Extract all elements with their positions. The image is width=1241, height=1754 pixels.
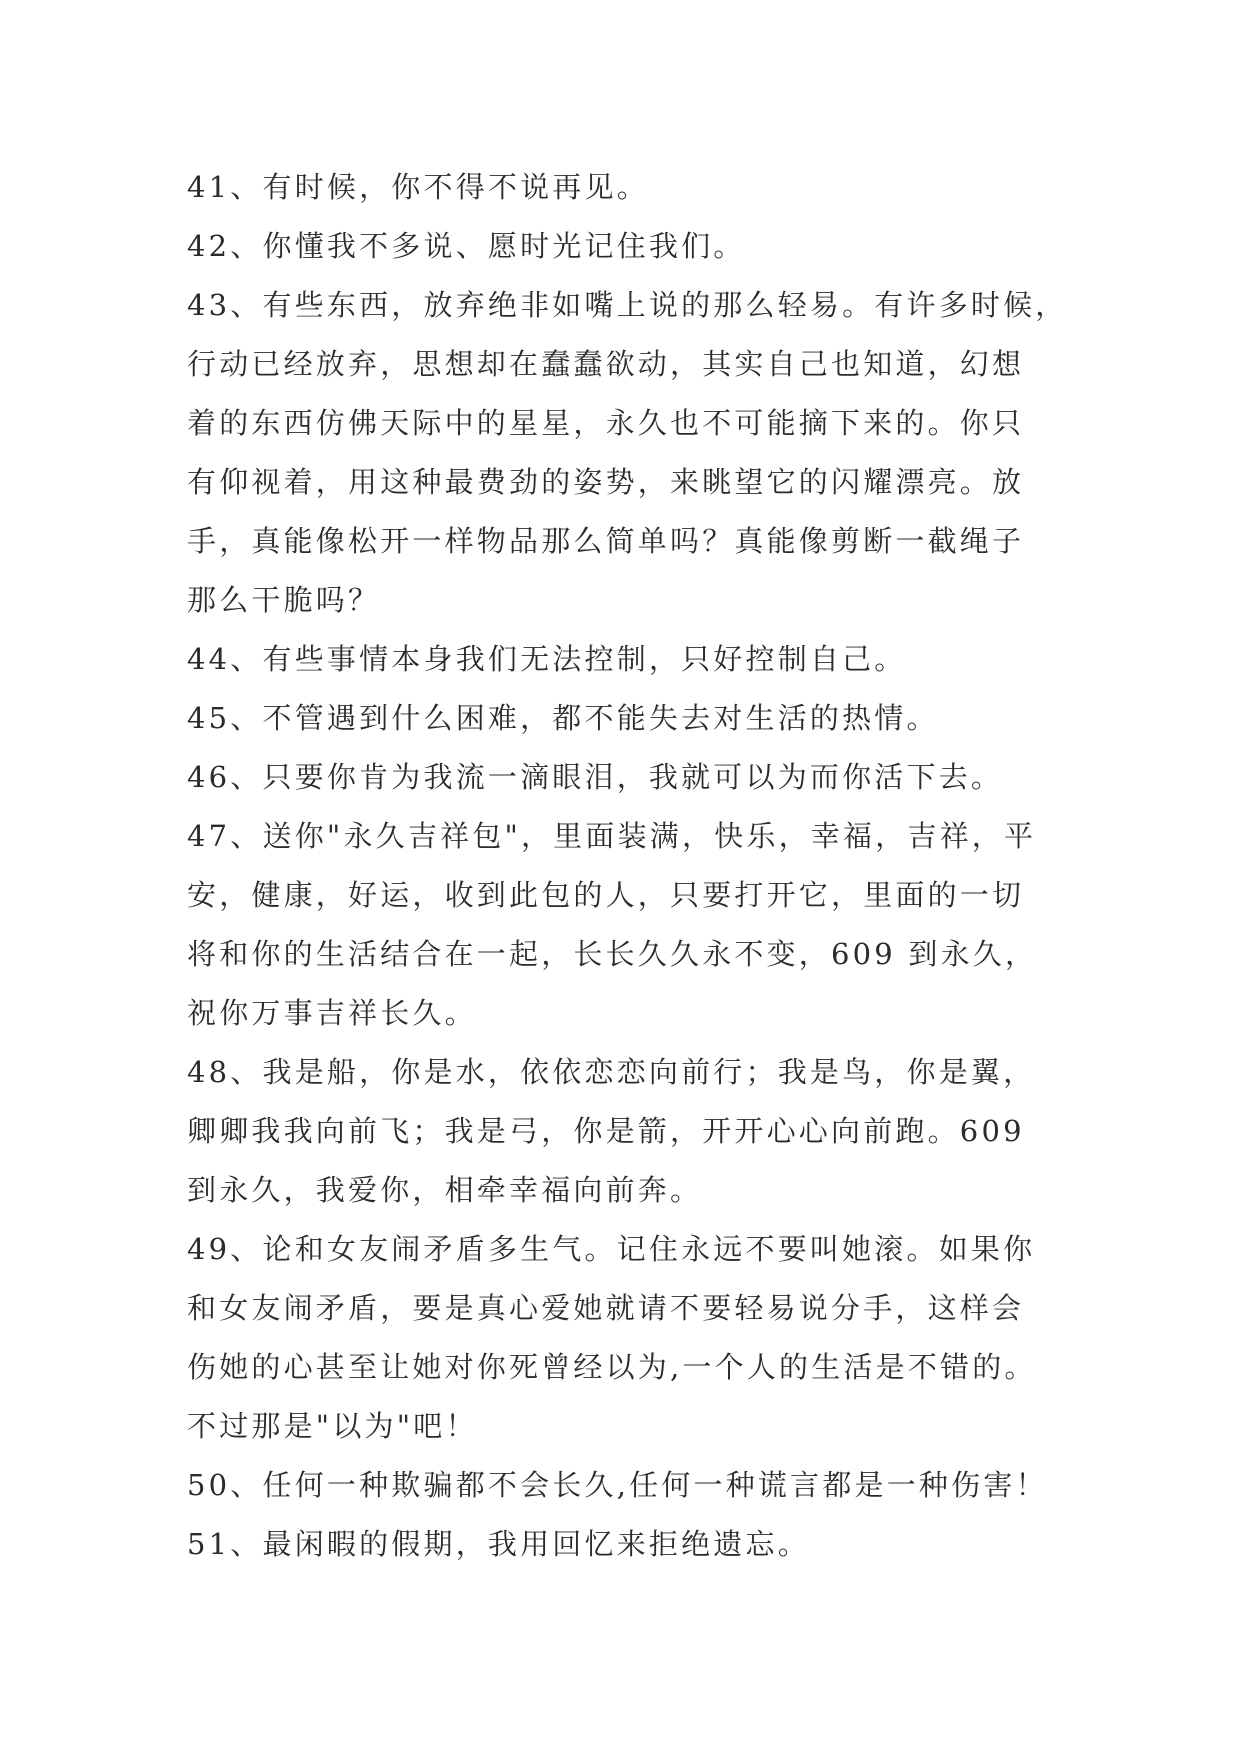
text-line: 祝你万事吉祥长久。	[187, 996, 477, 1030]
text-line: 伤她的心甚至让她对你死曾经以为,一个人的生活是不错的。	[187, 1350, 1037, 1384]
text-line: 和女友闹矛盾，要是真心爱她就请不要轻易说分手，这样会	[187, 1291, 1025, 1325]
document-body	[187, 158, 1067, 1574]
text-line: 将和你的生活结合在一起，长长久久永不变，609 到永久，	[187, 937, 1038, 971]
text-line: 44、有些事情本身我们无法控制，只好控制自己。	[187, 642, 907, 676]
text-line: 43、有些东西，放弃绝非如嘴上说的那么轻易。有许多时候，	[187, 288, 1068, 322]
text-line: 46、只要你肯为我流一滴眼泪，我就可以为而你活下去。	[187, 760, 1004, 794]
text-line: 41、有时候，你不得不说再见。	[187, 170, 649, 204]
text-line: 行动已经放弃，思想却在蠢蠢欲动，其实自己也知道，幻想	[187, 347, 1025, 381]
text-line: 48、我是船，你是水，依依恋恋向前行；我是鸟，你是翼，	[187, 1055, 1036, 1089]
text-line: 安，健康，好运，收到此包的人，只要打开它，里面的一切	[187, 878, 1025, 912]
text-line: 51、最闲暇的假期，我用回忆来拒绝遗忘。	[187, 1527, 810, 1561]
text-line: 手，真能像松开一样物品那么简单吗？真能像剪断一截绳子	[187, 524, 1025, 558]
text-line: 到永久，我爱你，相牵幸福向前奔。	[187, 1173, 703, 1207]
text-line: 有仰视着，用这种最费劲的姿势，来眺望它的闪耀漂亮。放	[187, 465, 1025, 499]
text-line: 不过那是"以为"吧！	[187, 1409, 478, 1443]
text-line: 42、你懂我不多说、愿时光记住我们。	[187, 229, 746, 263]
text-line: 50、任何一种欺骗都不会长久,任何一种谎言都是一种伤害！	[187, 1468, 1048, 1502]
text-line: 着的东西仿佛天际中的星星，永久也不可能摘下来的。你只	[187, 406, 1025, 440]
text-line: 那么干脆吗？	[187, 583, 381, 617]
text-line: 卿卿我我向前飞；我是弓，你是箭，开开心心向前跑。609	[187, 1114, 1025, 1148]
text-line: 49、论和女友闹矛盾多生气。记住永远不要叫她滚。如果你	[187, 1232, 1036, 1266]
text-line: 45、不管遇到什么困难，都不能失去对生活的热情。	[187, 701, 939, 735]
text-line: 47、送你"永久吉祥包"，里面装满，快乐，幸福，吉祥，平	[187, 819, 1037, 853]
